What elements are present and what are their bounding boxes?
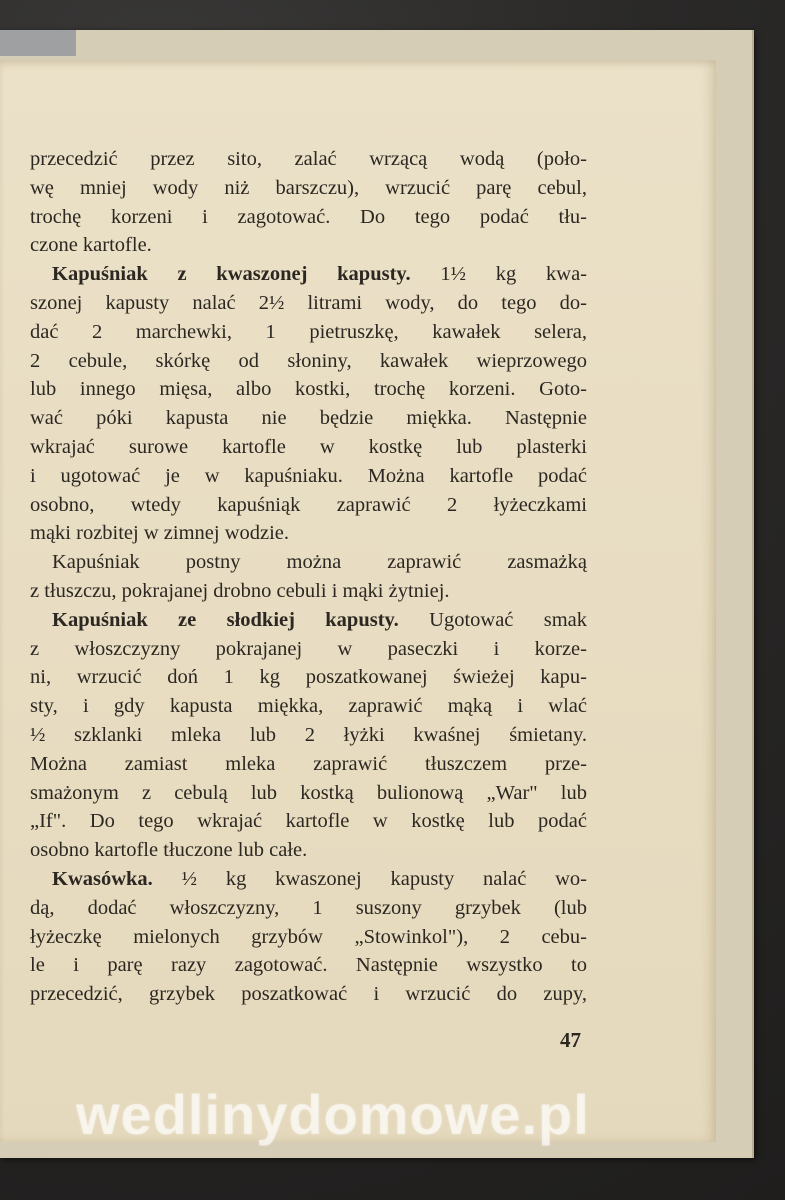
page-number: 47: [560, 1028, 581, 1052]
text-line: lub innego mięsa, albo kostki, trochę korzeni. Goto-: [30, 378, 587, 401]
page-text: [30, 145, 587, 1009]
recipe-first-line: [30, 260, 587, 289]
text-line: czone kartofle.: [30, 234, 152, 257]
text-line: osobno, wtedy kapuśniąk zaprawić 2 łyżeczkami: [30, 493, 587, 516]
text-line: trochę korzeni i zagotować. Do tego podać tłu-: [30, 205, 587, 228]
watermark-logo: wedlinydomowe.pl: [76, 1083, 590, 1146]
text-fragment: ½ kg kwaszonej kapusty nalać wo-: [152, 867, 587, 890]
text-line: łyżeczkę mielonych grzybów „Stowinkol"), 2 cebu-: [30, 925, 587, 948]
text-line: „If". Do tego wkrajać kartofle w kostkę lub podać: [30, 810, 587, 833]
text-line: przecedzić przez sito, zalać wrzącą wodą (poło-: [30, 148, 587, 170]
text-line: przecedzić, grzybek poszatkować i wrzucić do zupy,: [30, 983, 587, 1006]
text-line: osobno kartofle tłuczone lub całe.: [30, 839, 308, 862]
text-line: ni, wrzucić doń 1 kg poszatkowanej świeżej kapu-: [30, 666, 587, 689]
text-fragment: 1½ kg kwa-: [410, 263, 588, 286]
text-line: dać 2 marchewki, 1 pietruszkę, kawałek selera,: [30, 320, 587, 343]
text-line: szonej kapusty nalać 2½ litrami wody, do tego do-: [30, 291, 587, 314]
text-line: Można zamiast mleka zaprawić tłuszczem prze-: [30, 752, 587, 775]
text-line: sty, i gdy kapusta miękka, zaprawić mąką i wlać: [30, 695, 587, 718]
recipe-first-line: [30, 606, 587, 635]
text-line: mąki rozbitej w zimnej wodzie.: [30, 522, 290, 545]
text-line: dą, dodać włoszczyzny, 1 suszony grzybek (lub: [30, 896, 587, 919]
cover-tape-strip: [0, 30, 76, 56]
text-line: z włoszczyzny pokrajanej w paseczki i korze-: [30, 637, 587, 660]
text-line: 2 cebule, skórkę od słoniny, kawałek wieprzowego: [30, 349, 587, 372]
text-line: wę mniej wody niż barszczu), wrzucić parę cebul,: [30, 176, 587, 199]
text-fragment: Ugotować smak: [398, 608, 587, 631]
recipe-heading: Kapuśniak z kwaszonej kapusty.: [52, 263, 411, 286]
text-line: i ugotować je w kapuśniaku. Można kartofle podać: [30, 464, 587, 487]
recipe-heading: Kwasówka.: [52, 867, 153, 890]
text-line: wkrajać surowe kartofle w kostkę lub plasterki: [30, 435, 587, 458]
text-line: wać póki kapusta nie będzie miękka. Następnie: [30, 407, 587, 430]
recipe-heading: Kapuśniak ze słodkiej kapusty.: [52, 608, 399, 631]
text-line: le i parę razy zagotować. Następnie wszystko to: [30, 954, 587, 977]
text-line: Kapuśniak postny można zaprawić zasmażką: [52, 551, 587, 574]
text-line: z tłuszczu, pokrajanej drobno cebuli i mąki żytniej.: [30, 579, 450, 602]
text-line: ½ szklanki mleka lub 2 łyżki kwaśnej śmietany.: [30, 723, 587, 746]
text-line: smażonym z cebulą lub kostką bulionową „War" lub: [30, 781, 587, 804]
recipe-first-line: [30, 865, 587, 894]
